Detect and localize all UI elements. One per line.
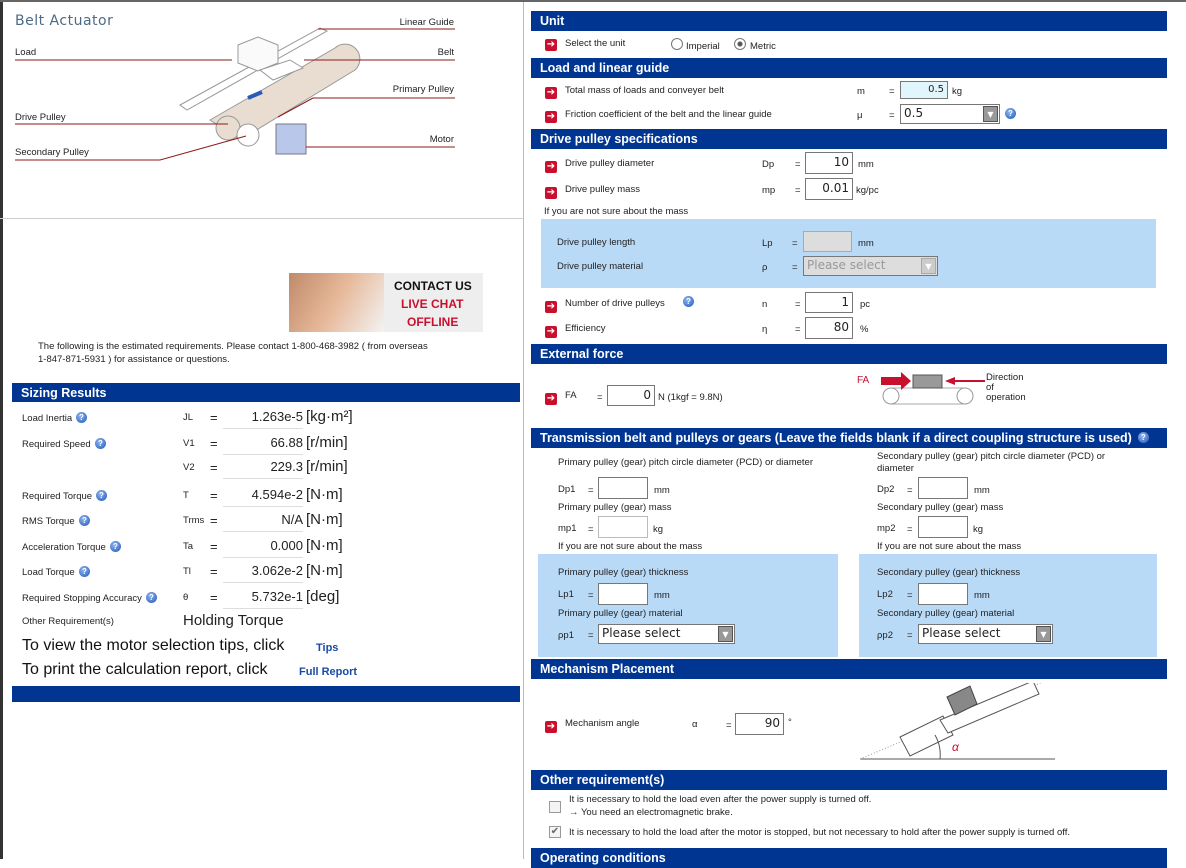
mass-unit: kg [952, 86, 963, 97]
arrow-icon: ➔ [546, 111, 556, 122]
brake-checkbox[interactable] [549, 801, 561, 813]
eff-label: Efficiency [565, 323, 606, 334]
arrow-icon: ➔ [546, 721, 556, 732]
result-unit: [deg] [306, 588, 340, 605]
p2-thick-unit: mm [974, 590, 990, 601]
p2-pcd-input[interactable] [918, 477, 968, 499]
p2-mass-label: Secondary pulley (gear) mass [877, 502, 1004, 513]
result-unit: [r/min] [306, 458, 348, 475]
mechanism-header: Mechanism Placement [531, 659, 1167, 679]
eff-unit: % [860, 324, 869, 335]
contact-title: CONTACT US [394, 279, 472, 293]
report-text: To print the calculation report, click [22, 661, 268, 678]
result-symbol: JL [183, 412, 194, 423]
opt2: It is necessary to hold the load after the motor is stopped, but not necessary to hold after the power supply is turned off. [569, 827, 1070, 838]
fig-fa-label: FA [857, 375, 870, 386]
p1-mat-label: Primary pulley (gear) material [558, 608, 683, 619]
drive-header: Drive pulley specifications [531, 129, 1167, 149]
other-req-value: Holding Torque [183, 612, 284, 629]
chevron-down-icon: ▼ [1036, 626, 1051, 642]
result-eq: = [210, 539, 218, 554]
chevron-down-icon: ▼ [718, 626, 733, 642]
eq: = [795, 299, 801, 310]
result-unit: [kg·m²] [306, 408, 353, 425]
transmission-header [531, 428, 1167, 448]
result-unit: [N·m] [306, 486, 343, 503]
eq: = [792, 262, 798, 273]
p2-mat-label: Secondary pulley (gear) material [877, 608, 1015, 619]
result-eq: = [210, 513, 218, 528]
result-value: 5.732e-1 [223, 589, 303, 609]
other-req-label: Other Requirement(s) [22, 616, 114, 627]
p2-mass-unit: kg [973, 524, 984, 535]
transmission-title: Transmission belt and pulleys or gears (Leave the fields blank if a direct coupling structure is used) [540, 431, 1132, 445]
num-input[interactable]: 1 [805, 292, 853, 313]
live-chat: LIVE CHAT [401, 297, 464, 311]
opt1-line1: It is necessary to hold the load even after the power supply is turned off. [569, 794, 872, 805]
arrow-icon: ➔ [546, 161, 556, 172]
pmass-label: Drive pulley mass [565, 184, 640, 195]
diagram-title: Belt Actuator [15, 13, 114, 29]
result-unit: [N·m] [306, 562, 343, 579]
result-label: Acceleration Torque [22, 542, 106, 553]
full-report-link[interactable]: Full Report [299, 666, 358, 678]
tips-link[interactable]: Tips [316, 642, 339, 654]
result-symbol: Ta [183, 541, 194, 552]
radio-metric[interactable] [734, 38, 746, 50]
eq: = [597, 392, 603, 403]
hold-checkbox[interactable]: ✔ [550, 826, 560, 837]
friction-label: Friction coefficient of the belt and the linear guide [565, 109, 772, 120]
p1-thick-label: Primary pulley (gear) thickness [558, 567, 689, 578]
result-symbol: V1 [183, 438, 195, 449]
mechanism-angle-figure [855, 683, 1065, 763]
mat-select[interactable] [803, 256, 938, 276]
tips-text: To view the motor selection tips, click [22, 637, 285, 654]
eq: = [907, 485, 913, 496]
num-symbol: n [762, 299, 768, 310]
result-value: 66.88 [223, 435, 303, 455]
load-header: Load and linear guide [531, 58, 1167, 78]
operating-header: Operating conditions [531, 848, 1167, 868]
result-value: N/A [223, 512, 303, 532]
fig-alpha: α [952, 740, 959, 754]
friction-select[interactable] [900, 104, 1000, 124]
radio-imperial-label: Imperial [686, 41, 720, 52]
help-icon[interactable]: ? [683, 296, 694, 307]
belt-actuator-illustration [0, 0, 523, 200]
p1-mat-symbol: ρp1 [558, 630, 574, 641]
p1-thick-unit: mm [654, 590, 670, 601]
friction-value: 0.5 [904, 106, 924, 120]
result-value: 229.3 [223, 459, 303, 479]
results-footer-bar [12, 686, 520, 702]
p2-thick-symbol: Lp2 [877, 589, 893, 600]
label-primary-pulley: Primary Pulley [392, 84, 454, 95]
num-unit: pc [860, 299, 871, 310]
result-label: Load Torque [22, 567, 75, 578]
fa-input[interactable]: 0 [607, 385, 655, 406]
result-eq: = [210, 564, 218, 579]
p1-thick-symbol: Lp1 [558, 589, 574, 600]
p1-mat-select[interactable] [598, 624, 735, 644]
eq: = [588, 630, 594, 641]
label-linear-guide: Linear Guide [399, 17, 454, 28]
chevron-down-icon: ▼ [921, 258, 936, 274]
dia-label: Drive pulley diameter [565, 158, 655, 169]
result-label: Required Speed [22, 439, 91, 450]
help-icon[interactable]: ? [95, 438, 106, 449]
result-eq: = [210, 410, 218, 425]
radio-imperial[interactable] [671, 38, 683, 50]
intro-line1: The following is the estimated requirements. Please contact 1-800-468-3982 ( from overseas [38, 341, 428, 352]
mass-symbol: m [857, 86, 865, 97]
dia-input[interactable]: 10 [805, 152, 853, 174]
eq: = [792, 238, 798, 249]
p2-pcd-label1: Secondary pulley (gear) pitch circle diameter (PCD) or [877, 451, 1106, 462]
arrow-icon: ➔ [546, 39, 556, 50]
result-value: 3.062e-2 [223, 563, 303, 583]
external-header: External force [531, 344, 1167, 364]
p2-mat-value: Please select [922, 626, 1001, 640]
dia-unit: mm [858, 159, 874, 170]
label-motor: Motor [429, 134, 454, 145]
result-symbol: V2 [183, 462, 195, 473]
eq: = [795, 159, 801, 170]
eq: = [907, 630, 913, 641]
eq: = [795, 185, 801, 196]
p2-mass-symbol: mp2 [877, 523, 896, 534]
help-icon[interactable]: ? [96, 490, 107, 501]
help-icon[interactable]: ? [1138, 432, 1149, 443]
p1-thick-input[interactable] [598, 583, 648, 605]
fa-symbol: FA [565, 390, 577, 401]
p1-pcd-input[interactable] [598, 477, 648, 499]
dia-symbol: Dp [762, 159, 775, 170]
eq: = [588, 485, 594, 496]
arrow-icon: ➔ [546, 301, 556, 312]
p2-thick-label: Secondary pulley (gear) thickness [877, 567, 1021, 578]
p1-pcd-unit: mm [654, 485, 670, 496]
p1-mass-unit: kg [653, 524, 664, 535]
p2-pcd-label2: diameter [877, 463, 914, 474]
result-value: 0.000 [223, 538, 303, 558]
result-label: Required Stopping Accuracy [22, 593, 142, 604]
result-unit: [N·m] [306, 511, 343, 528]
result-label: Load Inertia [22, 413, 73, 424]
result-eq: = [210, 436, 218, 451]
p2-thick-input[interactable] [918, 583, 968, 605]
contact-banner[interactable] [289, 273, 483, 332]
mat-label: Drive pulley material [557, 261, 644, 272]
arrow-icon: ➔ [546, 187, 556, 198]
result-value: 1.263e-5 [223, 409, 303, 429]
eff-input[interactable]: 80 [805, 317, 853, 339]
eq: = [726, 720, 732, 731]
p2-pcd-symbol: Dp2 [877, 484, 895, 495]
num-label: Number of drive pulleys [565, 298, 665, 309]
intro-line2: 1-847-871-5931 ) for assistance or questions. [38, 354, 230, 365]
mass-label: Total mass of loads and conveyer belt [565, 85, 724, 96]
len-unit: mm [858, 238, 874, 249]
len-input[interactable] [803, 231, 852, 252]
help-icon[interactable]: ? [1005, 108, 1016, 119]
chevron-down-icon: ▼ [983, 106, 998, 122]
p1-mat-value: Please select [602, 626, 681, 640]
result-unit: [r/min] [306, 434, 348, 451]
result-symbol: Trms [183, 515, 205, 526]
mat-symbol: ρ [762, 262, 768, 273]
result-symbol: θ [183, 592, 189, 603]
chat-status: OFFLINE [407, 315, 459, 329]
eq: = [907, 524, 913, 535]
mat-value: Please select [807, 258, 886, 272]
p2-pcd-unit: mm [974, 485, 990, 496]
result-label: Required Torque [22, 491, 93, 502]
p2-unsure: If you are not sure about the mass [877, 541, 1022, 552]
help-icon[interactable]: ? [79, 515, 90, 526]
other-header: Other requirement(s) [531, 770, 1167, 790]
unsure-text: If you are not sure about the mass [544, 206, 689, 217]
help-icon[interactable]: ? [79, 566, 90, 577]
label-belt: Belt [437, 47, 454, 58]
result-eq: = [210, 488, 218, 503]
p1-mass-label: Primary pulley (gear) mass [558, 502, 672, 513]
mass-input[interactable]: 0.5 [900, 81, 948, 99]
eq: = [907, 590, 913, 601]
pmass-symbol: mp [762, 185, 776, 196]
angle-symbol: α [692, 719, 698, 730]
p1-pcd-symbol: Dp1 [558, 484, 576, 495]
panel-divider [523, 0, 524, 859]
result-value: 4.594e-2 [223, 487, 303, 507]
help-icon[interactable]: ? [76, 412, 87, 423]
p1-unsure: If you are not sure about the mass [558, 541, 703, 552]
result-eq: = [210, 590, 218, 605]
p1-mass-symbol: mp1 [558, 523, 577, 534]
fig-direction-1: Direction [986, 372, 1024, 383]
label-load: Load [15, 47, 37, 58]
arrow-icon: ➔ [546, 87, 556, 98]
opt1-line2: → You need an electromagnetic brake. [569, 807, 733, 818]
help-icon[interactable]: ? [146, 592, 157, 603]
eq: = [795, 324, 801, 335]
p2-mass-input[interactable] [918, 516, 968, 538]
result-unit: [N·m] [306, 537, 343, 554]
label-drive-pulley: Drive Pulley [15, 112, 66, 123]
fig-direction-3: operation [986, 392, 1026, 403]
label-secondary-pulley: Secondary Pulley [15, 147, 89, 158]
fig-direction-2: of [986, 382, 994, 393]
p1-mass-input[interactable] [598, 516, 648, 538]
angle-label: Mechanism angle [565, 718, 640, 729]
unit-header: Unit [531, 11, 1167, 31]
p1-pcd-label: Primary pulley (gear) pitch circle diameter (PCD) or diameter [558, 457, 813, 468]
eq: = [588, 590, 594, 601]
eff-symbol: η [762, 324, 768, 335]
len-label: Drive pulley length [557, 237, 636, 248]
sizing-results-header: Sizing Results [12, 383, 520, 402]
result-symbol: Tl [183, 566, 191, 577]
eq: = [889, 110, 895, 121]
unit-label: Select the unit [565, 38, 626, 49]
fa-unit: N (1kgf = 9.8N) [658, 392, 723, 403]
p2-mat-symbol: ρp2 [877, 630, 893, 641]
angle-unit: ° [788, 717, 792, 728]
help-icon[interactable]: ? [110, 541, 121, 552]
arrow-icon: ➔ [546, 393, 556, 404]
radio-metric-label: Metric [750, 41, 776, 52]
eq: = [889, 86, 895, 97]
len-symbol: Lp [762, 238, 773, 249]
eq: = [588, 524, 594, 535]
angle-input[interactable]: 90 [735, 713, 784, 735]
result-eq: = [210, 460, 218, 475]
p2-mat-select[interactable] [918, 624, 1053, 644]
pmass-input[interactable]: 0.01 [805, 178, 853, 200]
pmass-unit: kg/pc [856, 185, 879, 196]
arrow-icon: ➔ [546, 326, 556, 337]
agent-photo [289, 273, 384, 332]
result-symbol: T [183, 490, 189, 501]
mass-calc-panel [541, 219, 1156, 288]
friction-symbol: μ [857, 110, 863, 121]
diagram-divider [0, 218, 523, 219]
result-label: RMS Torque [22, 516, 75, 527]
